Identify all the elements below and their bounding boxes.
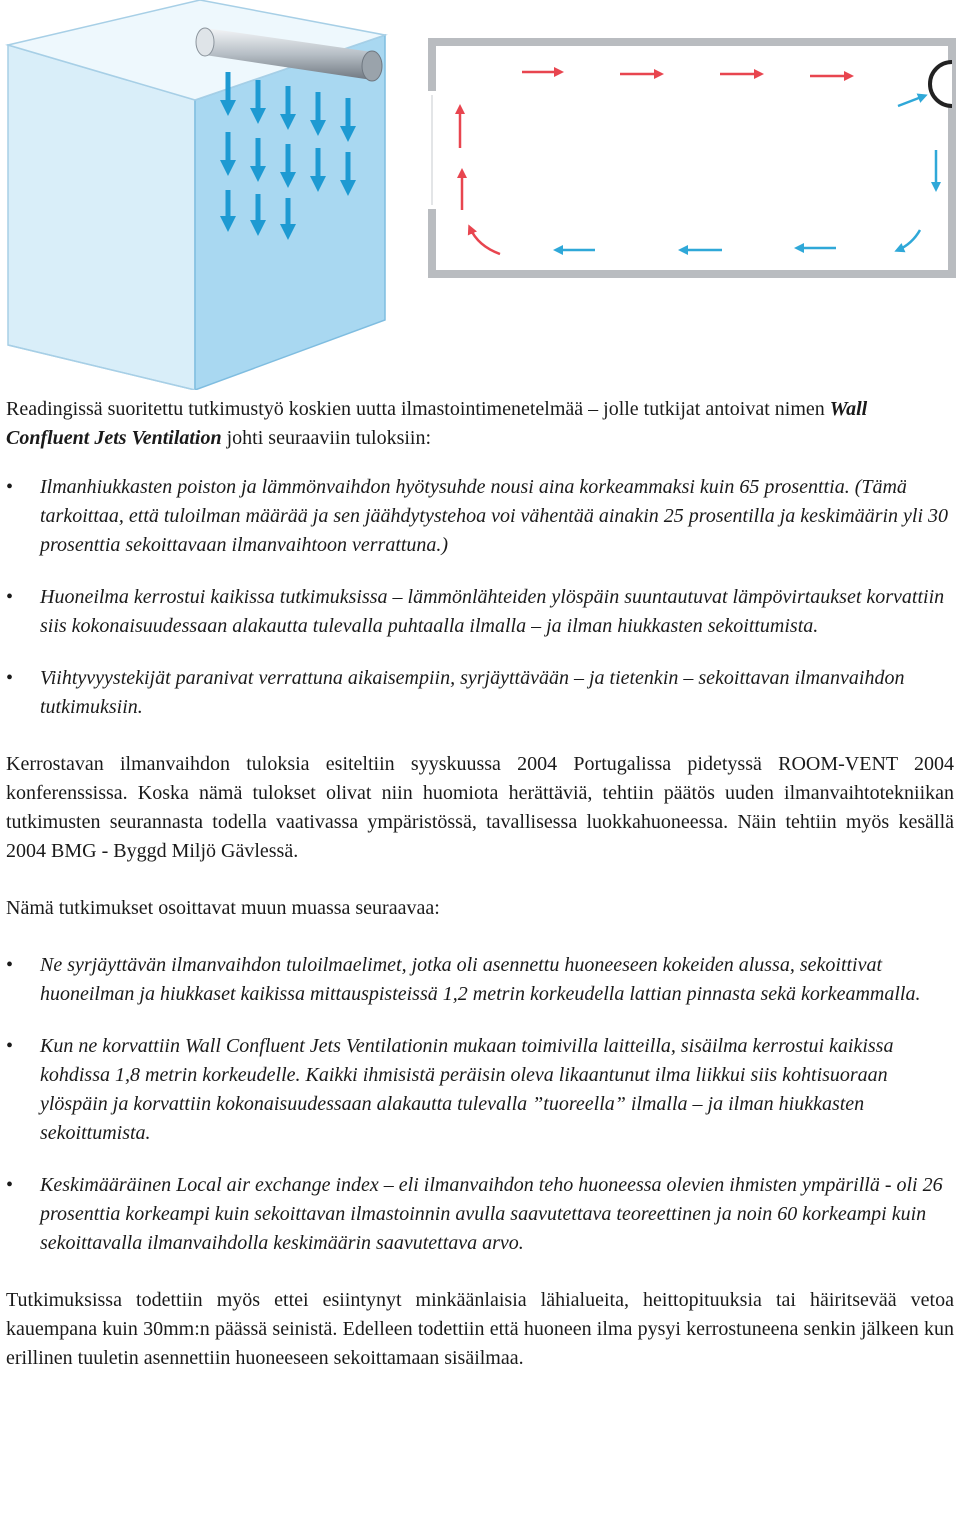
room-airflow-diagram [428,42,952,274]
ventilation-figure [0,0,960,390]
list-item: • Kun ne korvattiin Wall Confluent Jets Ventilationin mukaan toimivilla laitteilla, sisäilma kerrostui kaikissa kohdissa 1,8 metrin korkeudelle. Kaikki ihmisistä peräisin oleva likaantunut ilma liikkui siis kohtisuoraan ylöspäin ja korvattiin kokonaisuudessaan alakautta tulevalla ”tuoreella” ilmalla – ja ilman hiukkasten sekoittumista. [6,1032,954,1148]
wall-jets-diagram [8,0,385,390]
list-item: • Ilmanhiukkasten poiston ja lämmönvaihdon hyötysuhde nousi aina korkeammaksi kuin 65 prosenttia. (Tämä tarkoittaa, että tuloilman määrää ja sen jäähdytystehoa voi vähentää ainakin 25 prosentilla ja keskimäärin yli 30 prosenttia sekoittavaan ilmanvaihtoon verrattuna.) [6,473,954,560]
intro-text-1: Readingissä suoritettu tutkimustyö koskien uutta ilmastointimenetelmää – jolle tutkijat antoivat nimen [6,398,830,420]
list-item: • Viihtyvyystekijät paranivat verrattuna aikaisempiin, syrjäyttävään – ja tietenkin – sekoittavan ilmanvaihdon tutkimuksiin. [6,664,954,722]
article-text [6,395,954,1373]
results-list [6,473,954,722]
list-item: • Huoneilma kerrostui kaikissa tutkimuksissa – lämmönlähteiden ylöspäin suuntautuvat lämpövirtaukset korvattiin siis kokonaisuudessaan alakautta tulevalla puhtaalla ilmalla – ja ilman hiukkasten sekoittumista. [6,583,954,641]
list-item: • Keskimääräinen Local air exchange index – eli ilmanvaihdon teho huoneessa olevien ihmisten ympärillä - oli 26 prosenttia korkeampi kuin sekoittavan ilmastoinnin avulla saavutettava teoreettinen ja noin 60 korkeampi kuin sekoittavalla ilmanvaihdolla keskimäärin saavutettava arvo. [6,1171,954,1258]
list-item: • Ne syrjäyttävän ilmanvaihdon tuloilmaelimet, jotka oli asennettu huoneeseen kokeiden alussa, sekoittivat huoneilman ja hiukkaset kaikissa mittauspisteissä 1,2 metrin korkeudella lattian pinnasta sekä korkeammalla. [6,951,954,1009]
final-paragraph: Tutkimuksissa todettiin myös ettei esiintynyt minkäänlaisia lähialueita, heittopituuksia tai häiritsevää vetoa kauempana kuin 30mm:n päässä seinistä. Edelleen todettiin että huoneen ilma pysyi kerrostuneena senkin jälkeen kun erillinen tuuletin asennettiin huoneeseen sekoittamaan sisäilmaa. [6,1289,954,1369]
method-name: Wall Confluent Jets Ventilation [6,398,868,449]
findings-list [6,951,954,1258]
intro-paragraph [6,395,954,453]
conference-paragraph: Kerrostavan ilmanvaihdon tuloksia esiteltiin syyskuussa 2004 Portugalissa pidetyssä ROOM-VENT 2004 konferenssissa. Koska nämä tulokset olivat niin huomiota herättäviä, tehtiin päätös uuden ilmanvaihtotekniikan tutkimusten seurannasta todella vaativassa ympäristössä, tavallisessa luokkahuoneessa. Näin tehtiin myös kesällä 2004 BMG - Byggd Miljö Gävlessä. [6,753,954,862]
findings-intro: Nämä tutkimukset osoittavat muun muassa seuraavaa: [6,897,440,919]
intro-text-2: johti seuraaviin tuloksiin: [221,427,432,449]
